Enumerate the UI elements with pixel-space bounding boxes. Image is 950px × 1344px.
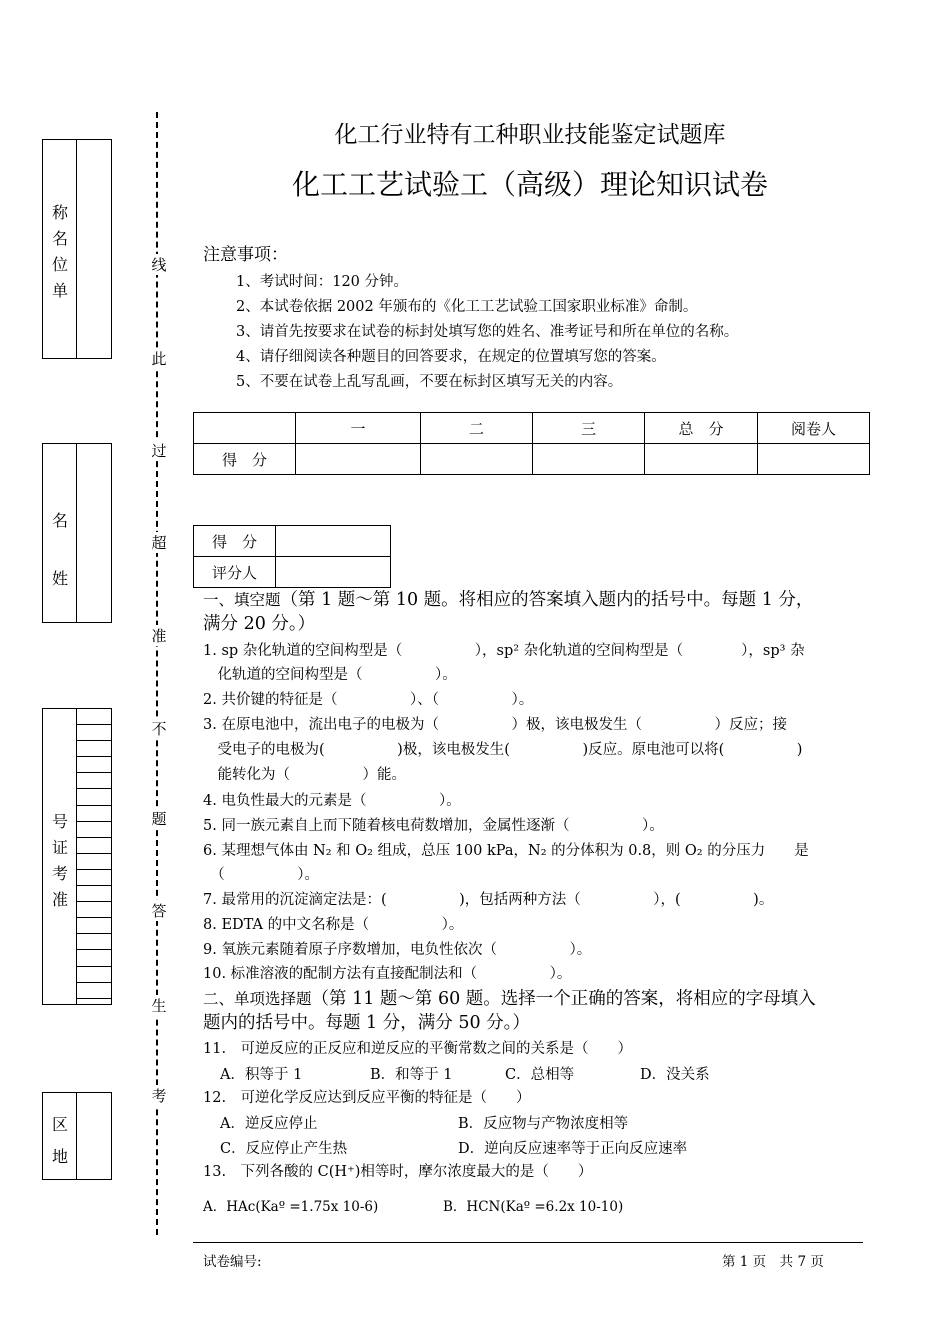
fill-question-line: 受电子的电极为( )极，该电极发生( )反应。原电池可以将( ) [203,742,803,758]
seal-char: 准 [151,627,167,645]
seal-char: 过 [151,442,167,460]
section-grader-cell[interactable] [276,557,391,588]
score-input-cell[interactable] [296,444,421,475]
option-d[interactable]: D．逆向反应速率等于正向反应速率 [458,1141,688,1157]
section2-title: 二、单项选择题 [203,990,312,1008]
seal-char: 超 [151,534,167,552]
option-a[interactable]: A．HAc(Kaº =1.75x 10-6) [203,1199,379,1215]
seal-dashed-line [156,112,158,1235]
seal-char: 考 [151,1087,167,1105]
option-a[interactable]: A．逆反应停止 [220,1116,318,1132]
seal-char: 不 [151,720,167,738]
section2-desc: （第 11 题～第 60 题。选择一个正确的答案，将相应的字母填入 [311,989,816,1009]
notice-item: 5、不要在试卷上乱写乱画，不要在标封区填写无关的内容。 [236,374,623,390]
option-d[interactable]: D．没关系 [640,1067,710,1083]
notice-item: 4、请仔细阅读各种题目的回答要求，在规定的位置填写您的答案。 [236,349,666,365]
score-table-header-row [194,413,870,444]
notice-item: 1、考试时间：120 分钟。 [236,274,409,290]
seal-char: 生 [151,997,167,1015]
score-header-cell: 二 [421,413,533,444]
notice-heading: 注意事项： [203,245,288,265]
fill-question-line: 3. 在原电池中，流出电子的电极为（ ）极，该电极发生（ ）反应；接 [203,717,787,733]
seal-char: 此 [151,350,167,368]
fill-question-line: 能转化为（ ）能。 [203,767,406,783]
section1-heading [203,588,863,612]
score-header-cell [194,413,296,444]
option-c[interactable]: C．反应停止产生热 [220,1141,348,1157]
footer-rule [193,1242,863,1243]
score-table-row [194,444,870,475]
score-header-cell: 阅卷人 [758,413,870,444]
score-table [193,412,870,475]
notice-item: 2、本试卷依据 2002 年颁布的《化工工艺试验工国家职业标准》命制。 [236,299,698,315]
seal-char: 线 [151,256,167,274]
ticket-digit-grid[interactable] [77,709,111,1004]
section-score-table [193,525,391,588]
fill-question-line: 4. 电负性最大的元素是（ ）。 [203,793,461,809]
option-b[interactable]: B．反应物与产物浓度相等 [458,1116,629,1132]
fill-question-line: 2. 共价键的特征是（ ）、（ ）。 [203,692,534,708]
fill-question-line: 1. sp 杂化轨道的空间构型是（ ），sp² 杂化轨道的空间构型是（ ），sp³ 杂 [203,643,805,659]
score-header-cell: 三 [533,413,645,444]
area-label: 区 地 [51,1115,68,1166]
section-score-cell[interactable] [276,526,391,557]
fill-question-line: （ ）。 [203,867,319,883]
question-stem: 13. 下列各酸的 C(H⁺)相等时，摩尔浓度最大的是（ ） [203,1164,593,1180]
section-score-label: 得 分 [194,526,276,557]
page-title: 化工工艺试验工（高级）理论知识试卷 [291,168,768,201]
name-label: 名 姓 [51,511,68,588]
seal-char: 答 [151,902,167,920]
section1-title: 一、填空题 [203,591,281,609]
option-b[interactable]: B．和等于 1 [370,1067,453,1083]
section2-heading [203,987,863,1011]
fill-question-line: 5. 同一族元素自上而下随着核电荷数增加，金属性逐渐（ ）。 [203,818,664,834]
score-header-cell: 总 分 [645,413,758,444]
name-box [42,443,112,623]
unit-label: 称 名 位 单 [51,203,68,300]
score-input-cell[interactable] [533,444,645,475]
section1-desc-cont: 满分 20 分。） [203,614,316,634]
fill-question-line: 10. 标准溶液的配制方法有直接配制法和（ ）。 [203,966,572,982]
fill-question-line: 化轨道的空间构型是（ ）。 [203,667,457,683]
question-stem: 12. 可逆化学反应达到反应平衡的特征是（ ） [203,1090,531,1106]
notice-item: 3、请首先按要求在试卷的标封处填写您的姓名、准考证号和所在单位的名称。 [236,324,739,340]
fill-question-line: 6. 某理想气体由 N₂ 和 O₂ 组成，总压 100 kPa，N₂ 的分体积为 0.8，则 O₂ 的分压力 是 [203,843,809,859]
option-a[interactable]: A．积等于 1 [220,1067,303,1083]
fill-question-line: 9. 氧族元素随着原子序数增加，电负性依次（ ）。 [203,942,592,958]
ticket-number-box [42,708,112,1005]
option-c[interactable]: C．总相等 [505,1067,575,1083]
page-subtitle: 化工行业特有工种职业技能鉴定试题库 [334,122,726,148]
question-stem: 11. 可逆反应的正反应和逆反应的平衡常数之间的关系是（ ） [203,1041,633,1057]
area-box [42,1092,112,1180]
section-grader-label: 评分人 [194,557,276,588]
unit-name-box [42,139,112,359]
option-b[interactable]: B．HCN(Kaº =6.2x 10-10) [443,1199,624,1215]
section2-desc-cont: 题内的括号中。每题 1 分，满分 50 分。） [203,1013,530,1033]
fill-question-line: 8. EDTA 的中文名称是（ ）。 [203,917,464,933]
paper-number-label: 试卷编号: [203,1254,262,1270]
page-indicator: 第 1 页 共 7 页 [722,1254,824,1270]
fill-question-line: 7. 最常用的沉淀滴定法是：( )，包括两种方法（ ），( )。 [203,892,774,908]
score-input-cell[interactable] [645,444,758,475]
score-input-cell[interactable] [758,444,870,475]
ticket-label: 号 证 考 准 [51,812,68,909]
score-header-cell: 一 [296,413,421,444]
seal-char: 题 [151,810,167,828]
score-input-cell[interactable] [421,444,533,475]
section1-desc: （第 1 题～第 10 题。将相应的答案填入题内的括号中。每题 1 分， [280,590,814,610]
score-row-label: 得 分 [194,444,296,475]
